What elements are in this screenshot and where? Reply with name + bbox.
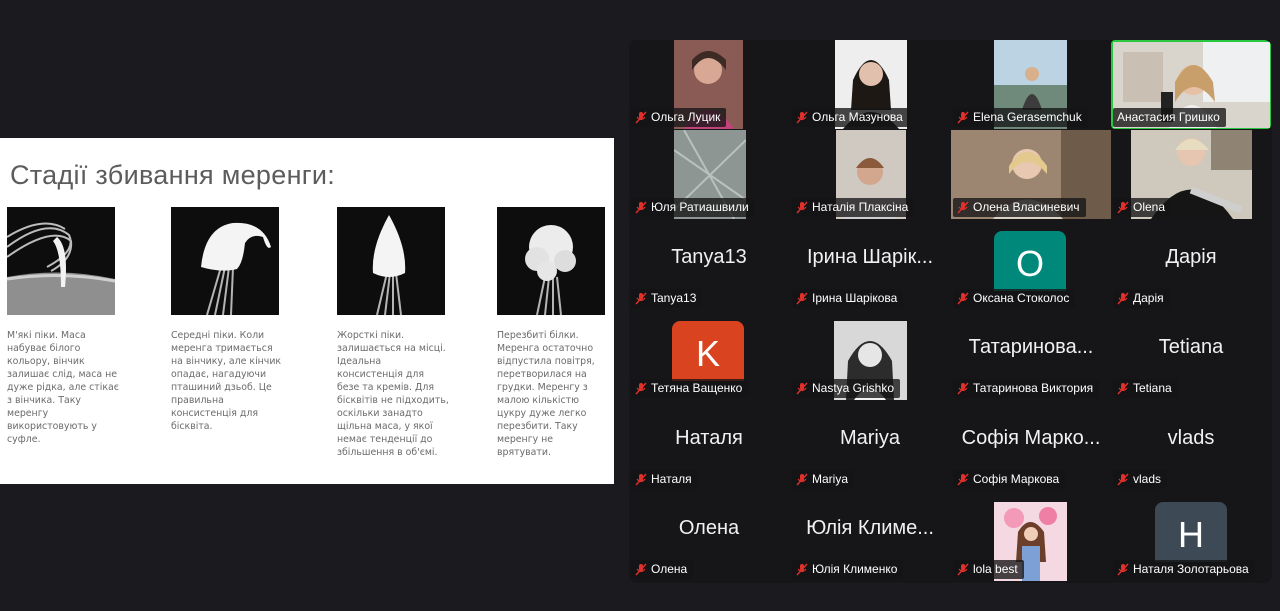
participant-name: Mariya xyxy=(812,472,849,486)
participant-tile[interactable] xyxy=(629,402,789,491)
participant-label xyxy=(631,289,702,308)
participant-tile[interactable] xyxy=(1111,130,1271,219)
mic-muted-icon xyxy=(635,563,647,576)
mic-muted-icon xyxy=(1117,382,1129,395)
participant-display-name: Mariya xyxy=(839,427,900,449)
mic-muted-icon xyxy=(796,382,808,395)
participant-display-name: Олена xyxy=(678,517,740,539)
whisk-overbeaten-photo xyxy=(497,207,605,315)
participant-name: Olena xyxy=(1133,200,1166,214)
stage-medium-peaks xyxy=(171,207,282,432)
participant-tile[interactable] xyxy=(1111,492,1271,581)
participant-name: Юлія Клименко xyxy=(812,562,898,576)
stage-stiff-peaks xyxy=(337,207,449,458)
shared-screen-slide xyxy=(0,138,614,484)
participant-name: Наталя Золотарьова xyxy=(1133,562,1249,576)
whisk-soft-peaks-photo xyxy=(7,207,115,315)
participant-tile[interactable] xyxy=(1111,311,1271,400)
whisk-stiff-peaks-photo xyxy=(337,207,445,315)
participant-label xyxy=(792,289,903,308)
participant-avatar: H xyxy=(1155,502,1227,562)
participant-tile[interactable] xyxy=(951,40,1111,129)
participant-name: Анастасия Гришко xyxy=(1117,110,1220,124)
participant-name: Tanya13 xyxy=(651,291,697,305)
stage-medium-peaks-text: Середні піки. Коли меренга тримається на вінчику, але кінчик опадає, нагадуючи пташиний дзьоб. Це правильна консистенція для бісквіта. xyxy=(171,330,282,432)
participant-label xyxy=(953,470,1065,489)
participant-name: Elena Gerasemchuk xyxy=(973,110,1082,124)
participant-name: lola best xyxy=(973,562,1018,576)
participant-tile[interactable] xyxy=(629,492,789,581)
participant-tile[interactable] xyxy=(790,311,950,400)
participant-tile[interactable] xyxy=(790,221,950,310)
participant-name: vlads xyxy=(1133,472,1162,486)
participant-tile[interactable] xyxy=(790,130,950,219)
mic-muted-icon xyxy=(635,111,647,124)
participant-tile[interactable] xyxy=(790,492,950,581)
participant-label xyxy=(631,198,755,217)
participant-label xyxy=(792,560,903,579)
mic-muted-icon xyxy=(957,382,969,395)
participant-label xyxy=(1113,198,1171,217)
participant-name: Юля Ратиашвили xyxy=(651,200,749,214)
participant-name: Олена xyxy=(651,562,688,576)
participant-tile[interactable] xyxy=(951,492,1111,581)
mic-muted-icon xyxy=(1117,292,1129,305)
participant-label xyxy=(953,289,1075,308)
stage-soft-peaks xyxy=(7,207,119,445)
participant-label xyxy=(792,470,854,489)
participant-label xyxy=(792,198,914,217)
mic-muted-icon xyxy=(635,292,647,305)
participant-name: Олена Власиневич xyxy=(973,200,1080,214)
participant-label xyxy=(792,379,900,398)
participant-tile[interactable] xyxy=(951,311,1111,400)
participant-label xyxy=(953,379,1099,398)
participant-label xyxy=(1113,560,1255,579)
participant-display-name: Софія Марко... xyxy=(961,427,1101,449)
stage-stiff-peaks-text: Жорсткі піки. залишається на місці. Ідеальна консистенція для безе та кремів. Для бісквітів не підходить, оскільки занадто щільна маса, у якої немає тенденції до збільшення в об'ємі. xyxy=(337,330,449,458)
participant-name: Софія Маркова xyxy=(973,472,1060,486)
participant-label xyxy=(792,108,909,127)
participant-label xyxy=(631,560,693,579)
participant-name: Nastya Grishko xyxy=(812,381,895,395)
participant-display-name: Наталя xyxy=(675,427,743,449)
stage-overbeaten-text: Перезбиті білки. Меренга остаточно відпустила повітря, перетворилася на грудки. Меренгу з малою кількістю цукру дуже легко перезбити. Таку меренгу не врятувати. xyxy=(497,330,595,458)
participant-tile[interactable] xyxy=(629,311,789,400)
participant-display-name: Дарія xyxy=(1165,246,1217,268)
mic-muted-icon xyxy=(1117,473,1129,486)
mic-muted-icon xyxy=(796,201,808,214)
whisk-medium-peaks-photo xyxy=(171,207,279,315)
participant-display-name: Tanya13 xyxy=(671,246,747,268)
mic-muted-icon xyxy=(1117,563,1129,576)
mic-muted-icon xyxy=(1117,201,1129,214)
participant-label xyxy=(631,470,698,489)
mic-muted-icon xyxy=(796,111,808,124)
participant-tile[interactable] xyxy=(629,40,789,129)
participant-name: Наталя xyxy=(651,472,692,486)
participant-tile-active-speaker[interactable] xyxy=(1111,40,1271,129)
mic-muted-icon xyxy=(796,563,808,576)
mic-muted-icon xyxy=(957,563,969,576)
participant-label xyxy=(631,108,726,127)
participant-label xyxy=(1113,470,1167,489)
participant-display-name: Юлія Климе... xyxy=(806,517,934,539)
mic-muted-icon xyxy=(635,382,647,395)
participant-label xyxy=(953,198,1086,217)
participant-label xyxy=(1113,108,1226,127)
participant-tile[interactable] xyxy=(951,402,1111,491)
participant-tile[interactable] xyxy=(790,402,950,491)
stage-soft-peaks-text: М'які піки. Маса набуває білого кольору, вінчик залишає слід, маса не дуже рідка, але стікає з вінчика. Таку меренгу використовують у суфле. xyxy=(7,330,119,445)
participant-name: Tetiana xyxy=(1133,381,1172,395)
participant-label xyxy=(953,560,1024,579)
participant-display-name: Tetiana xyxy=(1158,336,1224,358)
participant-label xyxy=(953,108,1088,127)
slide-title: Стадії збивання меренги: xyxy=(10,160,336,190)
participant-label xyxy=(1113,289,1170,308)
participant-name: Ольга Луцик xyxy=(651,110,721,124)
mic-muted-icon xyxy=(957,201,969,214)
participant-name: Татаринова Виктория xyxy=(973,381,1094,395)
participant-name: Наталія Плаксіна xyxy=(812,200,909,214)
mic-muted-icon xyxy=(635,201,647,214)
participant-tile[interactable] xyxy=(951,221,1111,310)
mic-muted-icon xyxy=(957,473,969,486)
participant-name: Оксана Стоколос xyxy=(973,291,1070,305)
participant-name: Ольга Мазунова xyxy=(812,110,903,124)
participant-avatar: K xyxy=(672,321,744,381)
mic-muted-icon xyxy=(957,292,969,305)
participant-tile[interactable] xyxy=(951,130,1111,219)
participant-tile[interactable] xyxy=(1111,221,1271,310)
mic-muted-icon xyxy=(957,111,969,124)
participant-display-name: Татаринова... xyxy=(968,336,1094,358)
participant-tile[interactable] xyxy=(790,40,950,129)
participants-gallery xyxy=(629,40,1272,583)
participant-avatar: O xyxy=(994,231,1066,291)
participant-tile[interactable] xyxy=(629,130,789,219)
participant-label xyxy=(631,379,748,398)
participant-name: Тетяна Ващенко xyxy=(651,381,743,395)
participant-display-name: Ірина Шарік... xyxy=(806,246,933,268)
mic-muted-icon xyxy=(635,473,647,486)
participant-name: Дарія xyxy=(1133,291,1164,305)
participant-tile[interactable] xyxy=(1111,402,1271,491)
mic-muted-icon xyxy=(796,473,808,486)
participant-tile[interactable] xyxy=(629,221,789,310)
mic-muted-icon xyxy=(796,292,808,305)
participant-display-name: vlads xyxy=(1167,427,1215,449)
stage-overbeaten xyxy=(497,207,605,458)
participant-label xyxy=(1113,379,1178,398)
participant-name: Ірина Шарікова xyxy=(812,291,898,305)
